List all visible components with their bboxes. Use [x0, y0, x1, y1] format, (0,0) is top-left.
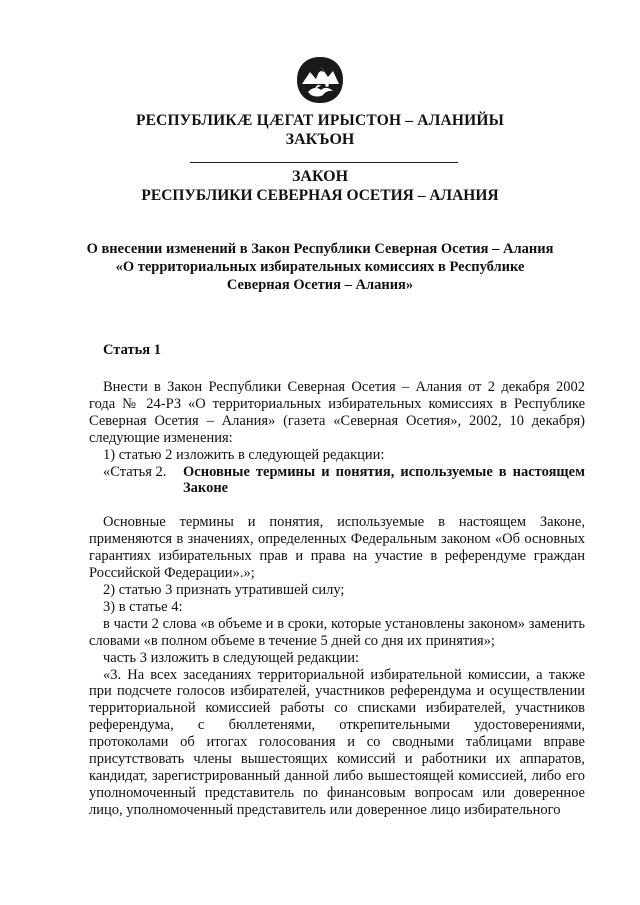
- ossetian-header-line1: РЕСПУБЛИКӔ ЦӔГАТ ИРЫСТОН – АЛАНИЙЫ: [135, 112, 505, 129]
- paragraph: часть 3 изложить в следующей редакции:: [103, 649, 360, 666]
- article2-label: «Статья 2.: [103, 463, 167, 480]
- north-ossetia-emblem-icon: [294, 54, 346, 106]
- paragraph: Внести в Закон Республики Северная Осетия – Алания от 2 декабря 2002 года № 24-РЗ «О территориальных избирательных комиссиях в Республике Северная Осетия – Алания» (газета «Северная Осетия», 2002, 10 декабря) следующие изменения:: [89, 379, 585, 446]
- paragraph: 3) в статье 4:: [103, 598, 183, 615]
- paragraph: 2) статью 3 признать утратившей силу;: [103, 581, 345, 598]
- ossetian-header-line2: ЗАКЪОН: [285, 131, 355, 148]
- paragraph: в части 2 слова «в объеме и в сроки, которые установлены законом» заменить словами «в полном объеме в течение 5 дней со дня их принятия»;: [89, 615, 585, 649]
- article-title: Статья 1: [103, 342, 161, 358]
- article2-title: Основные термины и понятия, используемые в настоящем Законе: [183, 463, 585, 497]
- paragraph: «3. На всех заседаниях территориальной избирательной комиссии, а также при подсчете голосов избирателей, участников референдума и осуществлении территориальной комиссией работы со списками избирателей, участников референдума, с бюллетенями, открепительными удостоверениями, протоколами об итогах голосования и со сводными таблицами вправе присутствовать члены вышестоящих комиссий и работники их аппаратов, кандидат, зарегистрированный данной либо вышестоящей комиссией, либо его уполномоченный представитель по финансовым вопросам или доверенное лицо, уполномоченный представитель или доверенное лицо избирательного: [89, 666, 585, 818]
- russian-header-line1: ЗАКОН: [291, 168, 349, 185]
- law-subject-line1: О внесении изменений в Закон Республики Северная Осетия – Алания: [86, 241, 554, 257]
- paragraph: Основные термины и понятия, используемые в настоящем Законе, применяются в значениях, определенных Федеральным законом «Об основных гарантиях избирательных прав и права на участие в референдуме граждан Российской Федерации».»;: [89, 514, 585, 582]
- law-subject-line2: «О территориальных избирательных комиссиях в Республике: [115, 259, 525, 275]
- russian-header-line2: РЕСПУБЛИКИ СЕВЕРНАЯ ОСЕТИЯ – АЛАНИЯ: [141, 187, 499, 204]
- law-subject-line3: Северная Осетия – Алания»: [226, 277, 414, 293]
- header-divider: [190, 162, 458, 163]
- article-body: [89, 379, 585, 819]
- paragraph: 1) статью 2 изложить в следующей редакции:: [103, 446, 385, 463]
- article2-heading: [89, 464, 585, 498]
